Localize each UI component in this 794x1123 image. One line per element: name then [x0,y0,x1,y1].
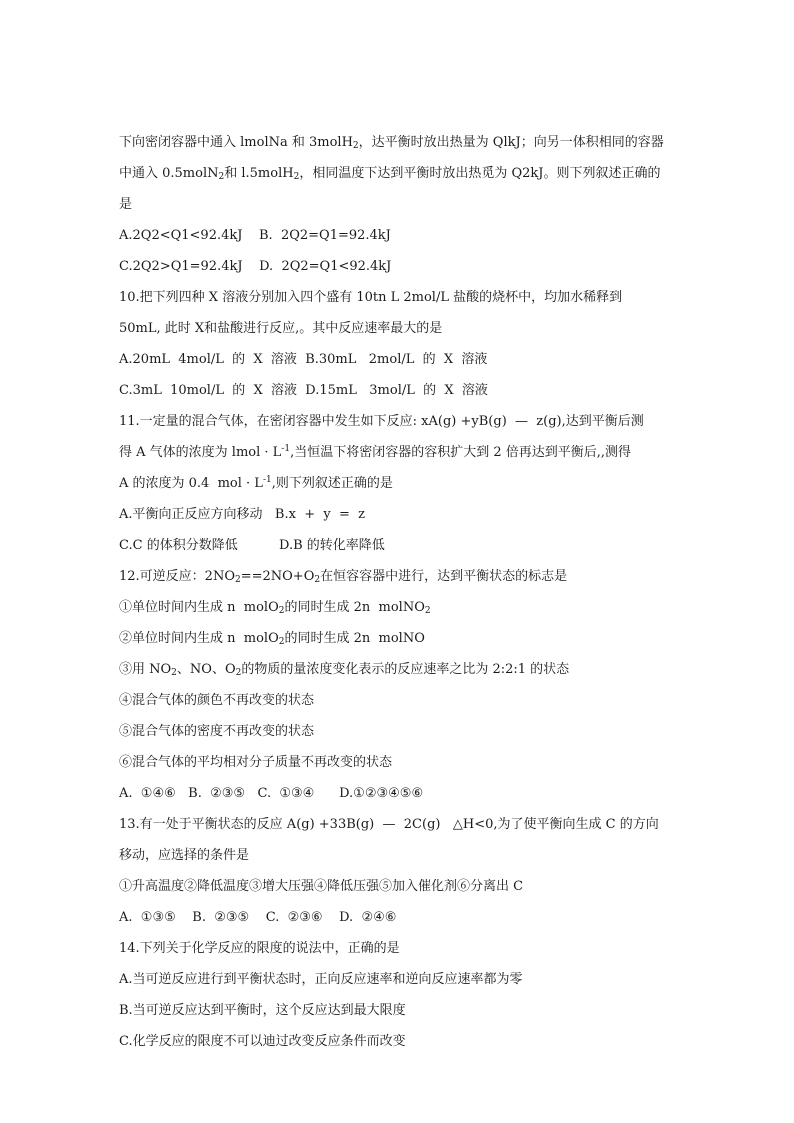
q12-condition-6: ⑥混合气体的平均相对分子质量不再改变的状态 [119,755,393,770]
q10-options-cd: C.3mL 10mol/L 的 X 溶液 D.15mL 3mol/L 的 X 溶液 [119,383,488,398]
q11-options-ab: A.平衡向正反应方向移动 B.x + y = z [119,507,365,522]
q11-stem-line-3: A 的浓度为 0.4 mol · $L^{-1}$,则下列叙述正确的是 [119,475,393,491]
q12-condition-4: ④混合气体的颜色不再改变的状态 [119,693,315,708]
q9-text-line-3: 是 [119,197,133,212]
q14-option-a: A.当可逆反应进行到平衡状态时，正向反应速率和逆向反应速率都为零 [119,972,523,987]
q10-stem-line-2: 50mL, 此时 X和盐酸进行反应,。其中反应速率最大的是 [119,321,443,336]
q9-options-cd: C.2Q2>Q1=92.4kJ D. 2Q2=Q1<92.4kJ [119,259,392,274]
q10-options-ab: A.20mL 4mol/L 的 X 溶液 B.30mL 2mol/L 的 X 溶液 [119,352,488,367]
q12-condition-5: ⑤混合气体的密度不再改变的状态 [119,724,315,739]
q11-options-cd: C.C 的体积分数降低 D.B 的转化率降低 [119,538,385,553]
q13-options: A. ①③⑤ B. ②③⑤ C. ②③⑥ D. ②④⑥ [119,910,397,925]
q11-stem-line-2: 得 A 气体的浓度为 lmol · $L^{-1}$,当恒温下将密闭容器的容积扩大到 2 倍再达到平衡后,,测得 [119,444,632,460]
q9-text-line-1: 下向密闭容器中通入 lmolNa 和 3molH$_2$，达平衡时放出热量为 QlkJ；向另一体积相同的容器 [119,135,664,151]
q12-condition-1: ①单位时间内生成 n molO$_2$的同时生成 2n molNO$_2$ [119,600,431,616]
q12-options: A. ①④⑥ B. ②③⑤ C. ①③④ D.①②③④⑤⑥ [119,786,424,801]
q14-option-b: B.当可逆反应达到平衡时，这个反应达到最大限度 [119,1003,406,1018]
q12-condition-2: ②单位时间内生成 n molO$_2$的同时生成 2n molNO [119,631,425,647]
q10-stem-line-1: 10.把下列四种 X 溶液分别加入四个盛有 10tn L 2mol/L 盐酸的烧杯中，均加水稀释到 [119,290,623,305]
q9-options-ab: A.2Q2<Q1<92.4kJ B. 2Q2=Q1=92.4kJ [119,228,391,243]
q13-stem-line-1: 13.有一处于平衡状态的反应 A(g) +33B(g) — 2C(g) △H<0,为了使平衡向生成 C 的方向 [119,817,659,832]
q14-option-c: C.化学反应的限度不可以迪过改变反应条件而改变 [119,1034,406,1049]
q12-stem: 12.可逆反应：$2NO_2==2NO+O_2$在恒容容器中进行，达到平衡状态的标志是 [119,569,568,585]
q11-stem-line-1: 11.一定量的混合气体，在密闭容器中发生如下反应: xA(g) +yB(g) — z(g),达到平衡后测 [119,414,644,429]
q9-text-line-2: 中通入 0.5molN$_2$和 l.5molH$_2$，相同温度下达到平衡时放出热觅为 Q2kJ。则下列叙述正确的 [119,166,661,182]
q13-conditions: ①升高温度②降低温度③增大压强④降低压强⑤加入催化剂⑥分离出 C [119,879,524,894]
q12-condition-3: ③用 $NO_2$、NO、$O_2$的物质的量浓度变化表示的反应速率之比为 2:2:1 的状态 [119,662,570,678]
q14-stem: 14.下列关于化学反应的限度的说法中，正确的是 [119,941,400,956]
q13-stem-line-2: 移动，应选择的条件是 [119,848,250,863]
